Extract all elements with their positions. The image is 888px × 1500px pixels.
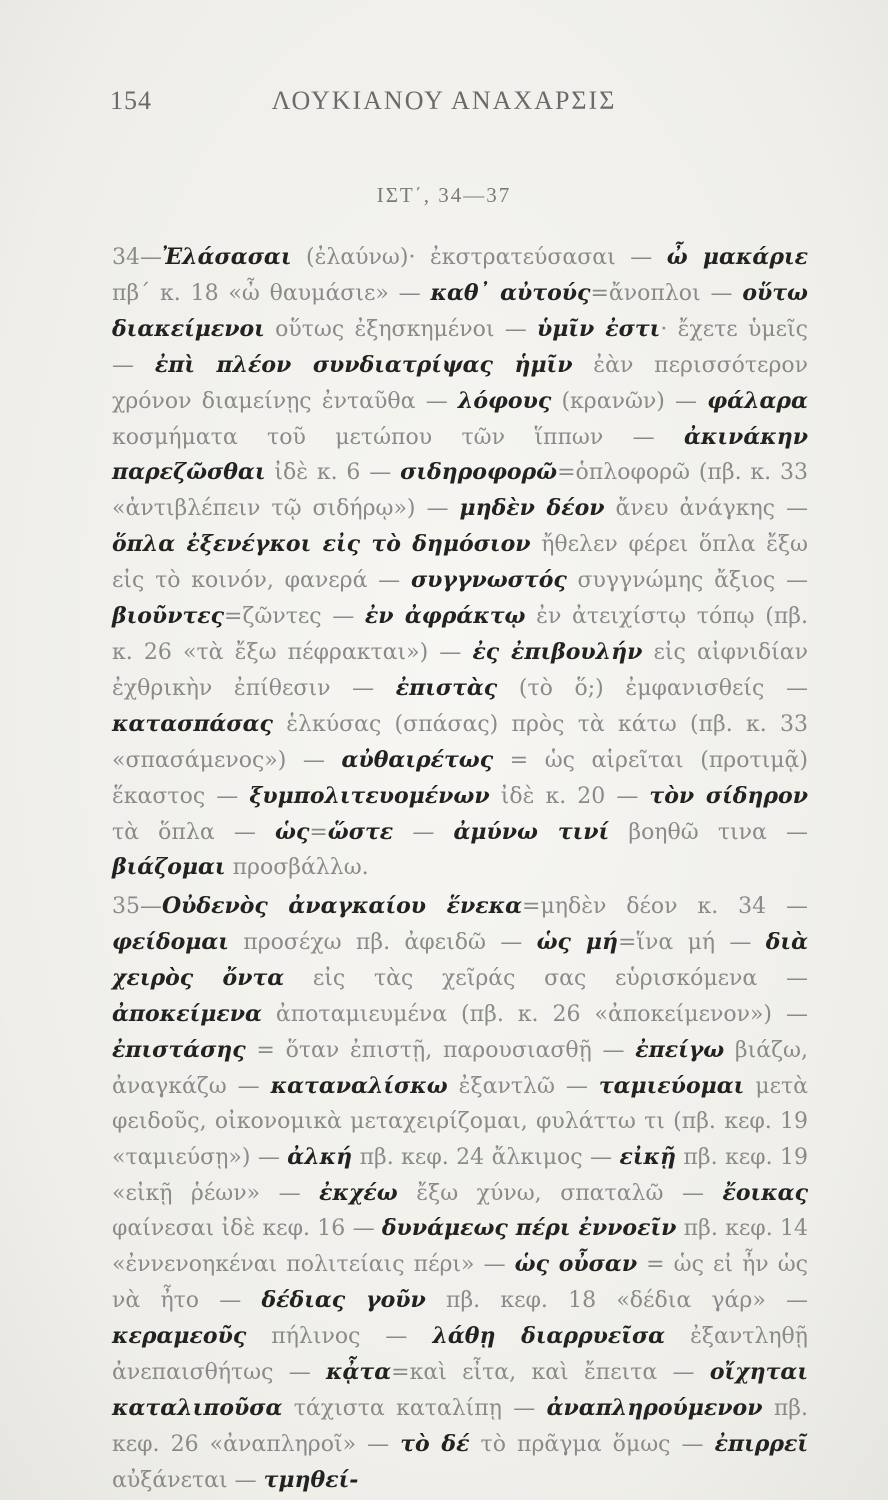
gloss: =ζῶντες —	[224, 604, 365, 630]
gloss: (τὸ ὅ;) ἐμφανισθείς —	[497, 675, 809, 701]
lemma: ταμιεύομαι	[598, 1072, 745, 1099]
gloss: ἐν ἀτειχίστῳ τόπῳ (πβ. κ. 26 «τὰ ἔξω πέφρακται») —	[112, 604, 808, 665]
gloss: τὰ ὅπλα —	[112, 819, 276, 845]
lemma: ὡς μή	[536, 929, 618, 956]
lemma: ὅπλα ἐξενέγκοι εἰς τὸ δημόσιον	[112, 531, 531, 558]
lemma: ἀμύνω τινί	[453, 818, 610, 845]
running-head	[80, 86, 808, 126]
lemma: λάθῃ διαρρυεῖσα	[432, 1323, 666, 1350]
lemma: ὦ μακάριε	[666, 244, 808, 270]
lemma: κᾆτα	[326, 1359, 392, 1386]
lemma: βιοῦντες	[112, 603, 225, 630]
gloss: (ἐλαύνω)· ἐκστρατεύσασαι —	[291, 245, 667, 270]
lemma: τὸν σίδηρον	[649, 782, 808, 809]
lemma: τὸ δέ	[400, 1430, 470, 1457]
gloss: κοσμήματα τοῦ μετώπου τῶν ἵππων —	[112, 424, 684, 450]
lemma: ἀναπληρούμενον	[546, 1395, 763, 1421]
commentary-text	[112, 240, 808, 1499]
lemma: Οὐδενὸς ἀναγκαίου ἕνεκα	[162, 893, 523, 920]
lemma: ἐπιστὰς	[395, 674, 498, 701]
lemma: ὡς οὖσαν	[514, 1251, 638, 1278]
gloss: 35—	[112, 894, 162, 920]
lemma: λόφους	[457, 387, 552, 414]
lemma: σιδηροφορῶ	[400, 459, 558, 486]
lemma: ἔοικας	[722, 1179, 808, 1206]
gloss: οὕτως ἐξησκημένοι —	[264, 316, 538, 342]
lemma: ἐν ἀφράκτῳ	[364, 603, 526, 630]
gloss: ἐξαντλῶ —	[447, 1073, 599, 1099]
lemma: οὕτω διακείμενοι	[112, 279, 809, 342]
lemma: ἐκχέω	[319, 1179, 398, 1206]
lemma: αὐθαιρέτως	[341, 746, 494, 773]
lemma: οἴχηται καταλιποῦσα	[112, 1359, 808, 1421]
lemma: κεραμεοῦς	[112, 1323, 247, 1350]
gloss: εἰς αἰφνιδίαν ἐχθρικὴν ἐπίθεσιν —	[112, 639, 808, 701]
gloss: =ἵνα μή —	[618, 930, 766, 956]
lemma: ὥστε	[327, 818, 394, 845]
gloss: ἄνευ ἀνάγκης —	[604, 496, 808, 522]
gloss: ἐξαντληθῇ ἀνεπαισθήτως —	[112, 1324, 808, 1386]
lemma: ἐπείγω	[635, 1036, 725, 1063]
lemma: ἀκινάκην παρεζῶσθαι	[112, 423, 808, 486]
lemma: δέδιας γοῦν	[261, 1287, 426, 1314]
gloss: συγγνώμης ἄξιος —	[566, 568, 808, 594]
lemma: καθ᾽ αὐτούς	[430, 279, 591, 306]
lemma: ἐπιρρεῖ	[714, 1430, 809, 1457]
running-title: ΛΟΥΚΙΑΝΟΥ ΑΝΑΧΑΡΣΙΣ	[271, 86, 617, 115]
lemma: διὰ χειρὸς ὄντα	[112, 929, 808, 992]
gloss: πβ΄ κ. 18 «ὦ θαυμάσιε» —	[112, 280, 431, 306]
gloss: τὸ πρᾶγμα ὅμως —	[469, 1431, 715, 1457]
lemma: φείδομαι	[112, 929, 229, 956]
gloss: εἰς τὰς χεῖράς σας εὑρισκόμενα —	[284, 966, 808, 992]
lemma: ὑμῖν ἐστι	[537, 315, 661, 342]
gloss: μετὰ φειδοῦς, οἰκονομικὰ μεταχειρίζομαι, φυλάττω τι (πβ. κεφ. 19 «ταμιεύσῃ») —	[112, 1073, 808, 1170]
gloss: ἰδὲ κ. 20 —	[489, 783, 650, 809]
lemma: συγγνωστός	[410, 567, 567, 594]
lemma: ξυμπολιτευομένων	[249, 782, 490, 809]
gloss: ἀποταμιευμένα (πβ. κ. 26 «ἀποκείμενον») —	[261, 1002, 808, 1028]
gloss: =ἄνοπλοι —	[590, 280, 743, 306]
gloss: πβ. κεφ. 14 «ἐννενοηκέναι πολιτείαις πέρι» —	[112, 1216, 808, 1278]
gloss: βοηθῶ τινα —	[609, 819, 809, 845]
gloss: προσέχω πβ. ἀφειδῶ —	[228, 930, 537, 956]
gloss: πήλινος —	[246, 1324, 433, 1350]
gloss: ἤθελεν φέρει ὅπλα ἔξω εἰς τὸ κοινόν, φανερά —	[112, 532, 808, 594]
commentary-paragraph	[112, 889, 808, 1498]
page-number: 154	[110, 86, 152, 115]
lemma: καταναλίσκω	[270, 1072, 448, 1099]
gloss: =μηδὲν δέον κ. 34 —	[522, 894, 809, 920]
lemma: ἀλκή	[287, 1143, 353, 1170]
gloss: =καὶ εἶτα, καὶ ἔπειτα —	[391, 1360, 710, 1386]
gloss: ἑλκύσας (σπάσας) πρὸς τὰ κάτω (πβ. κ. 33 «σπασάμενος») —	[112, 711, 808, 773]
lemma: τμηθεί-	[263, 1466, 359, 1493]
lemma: ἀποκείμενα	[112, 1001, 262, 1028]
gloss: —	[393, 819, 454, 845]
gloss: πβ. κεφ. 18 «δέδια γάρ» —	[425, 1288, 809, 1314]
lemma: κατασπάσας	[112, 710, 273, 737]
lemma: ἐπιστάσης	[112, 1036, 246, 1063]
gloss: τάχιστα καταλίπῃ —	[282, 1396, 547, 1421]
gloss: (κρανῶν) —	[551, 388, 708, 414]
lemma: δυνάμεως πέρι ἐννοεῖν	[381, 1215, 677, 1242]
gloss: πβ. κεφ. 24 ἄλκιμος —	[352, 1144, 620, 1170]
commentary-paragraph	[112, 240, 808, 886]
lemma: ὡς	[275, 818, 310, 845]
section-heading: ΙΣΤ΄, 34—37	[376, 183, 512, 207]
gloss: 34—	[112, 245, 162, 270]
gloss: = ὡς αἱρεῖται (προτιμᾷ) ἕκαστος —	[112, 747, 808, 809]
lemma: ἐς ἐπιβουλήν	[472, 638, 643, 665]
lemma: βιάζομαι	[112, 854, 226, 881]
gloss: φαίνεσαι ἰδὲ κεφ. 16 —	[112, 1216, 382, 1242]
gloss: =ὁπλοφορῶ (πβ. κ. 33 «ἀντιβλέπειν τῷ σιδήρῳ») —	[112, 460, 808, 522]
lemma: μηδὲν δέον	[459, 495, 605, 522]
gloss: = ὡς εἰ ἦν ὡς νὰ ἦτο —	[112, 1252, 808, 1314]
gloss: · ἔχετε ὑμεῖς —	[112, 316, 809, 378]
gloss: ἐὰν περισσότερον χρόνον διαμείνῃς ἐνταῦθα —	[112, 352, 808, 414]
gloss: πβ. κεφ. 26 «ἀναπληροῖ» —	[112, 1396, 808, 1457]
gloss: πβ. κεφ. 19 «εἰκῇ ῥέων» —	[112, 1144, 808, 1206]
gloss: βιάζω, ἀναγκάζω —	[112, 1037, 808, 1099]
lemma: εἰκῇ	[619, 1143, 676, 1170]
lemma: φάλαρα	[707, 387, 808, 414]
gloss: προσβάλλω.	[225, 855, 369, 881]
gloss: =	[309, 819, 328, 845]
gloss: = ὅταν ἐπιστῇ, παρουσιασθῇ —	[245, 1037, 636, 1063]
gloss: ἰδὲ κ. 6 —	[265, 460, 401, 486]
gloss: ἔξω χύνω, σπαταλῶ —	[397, 1180, 723, 1206]
lemma: Ἐλάσασαι	[162, 244, 292, 270]
lemma: ἐπὶ πλέον συνδιατρίψας ἡμῖν	[154, 351, 573, 378]
gloss: αὐξάνεται —	[112, 1467, 264, 1493]
